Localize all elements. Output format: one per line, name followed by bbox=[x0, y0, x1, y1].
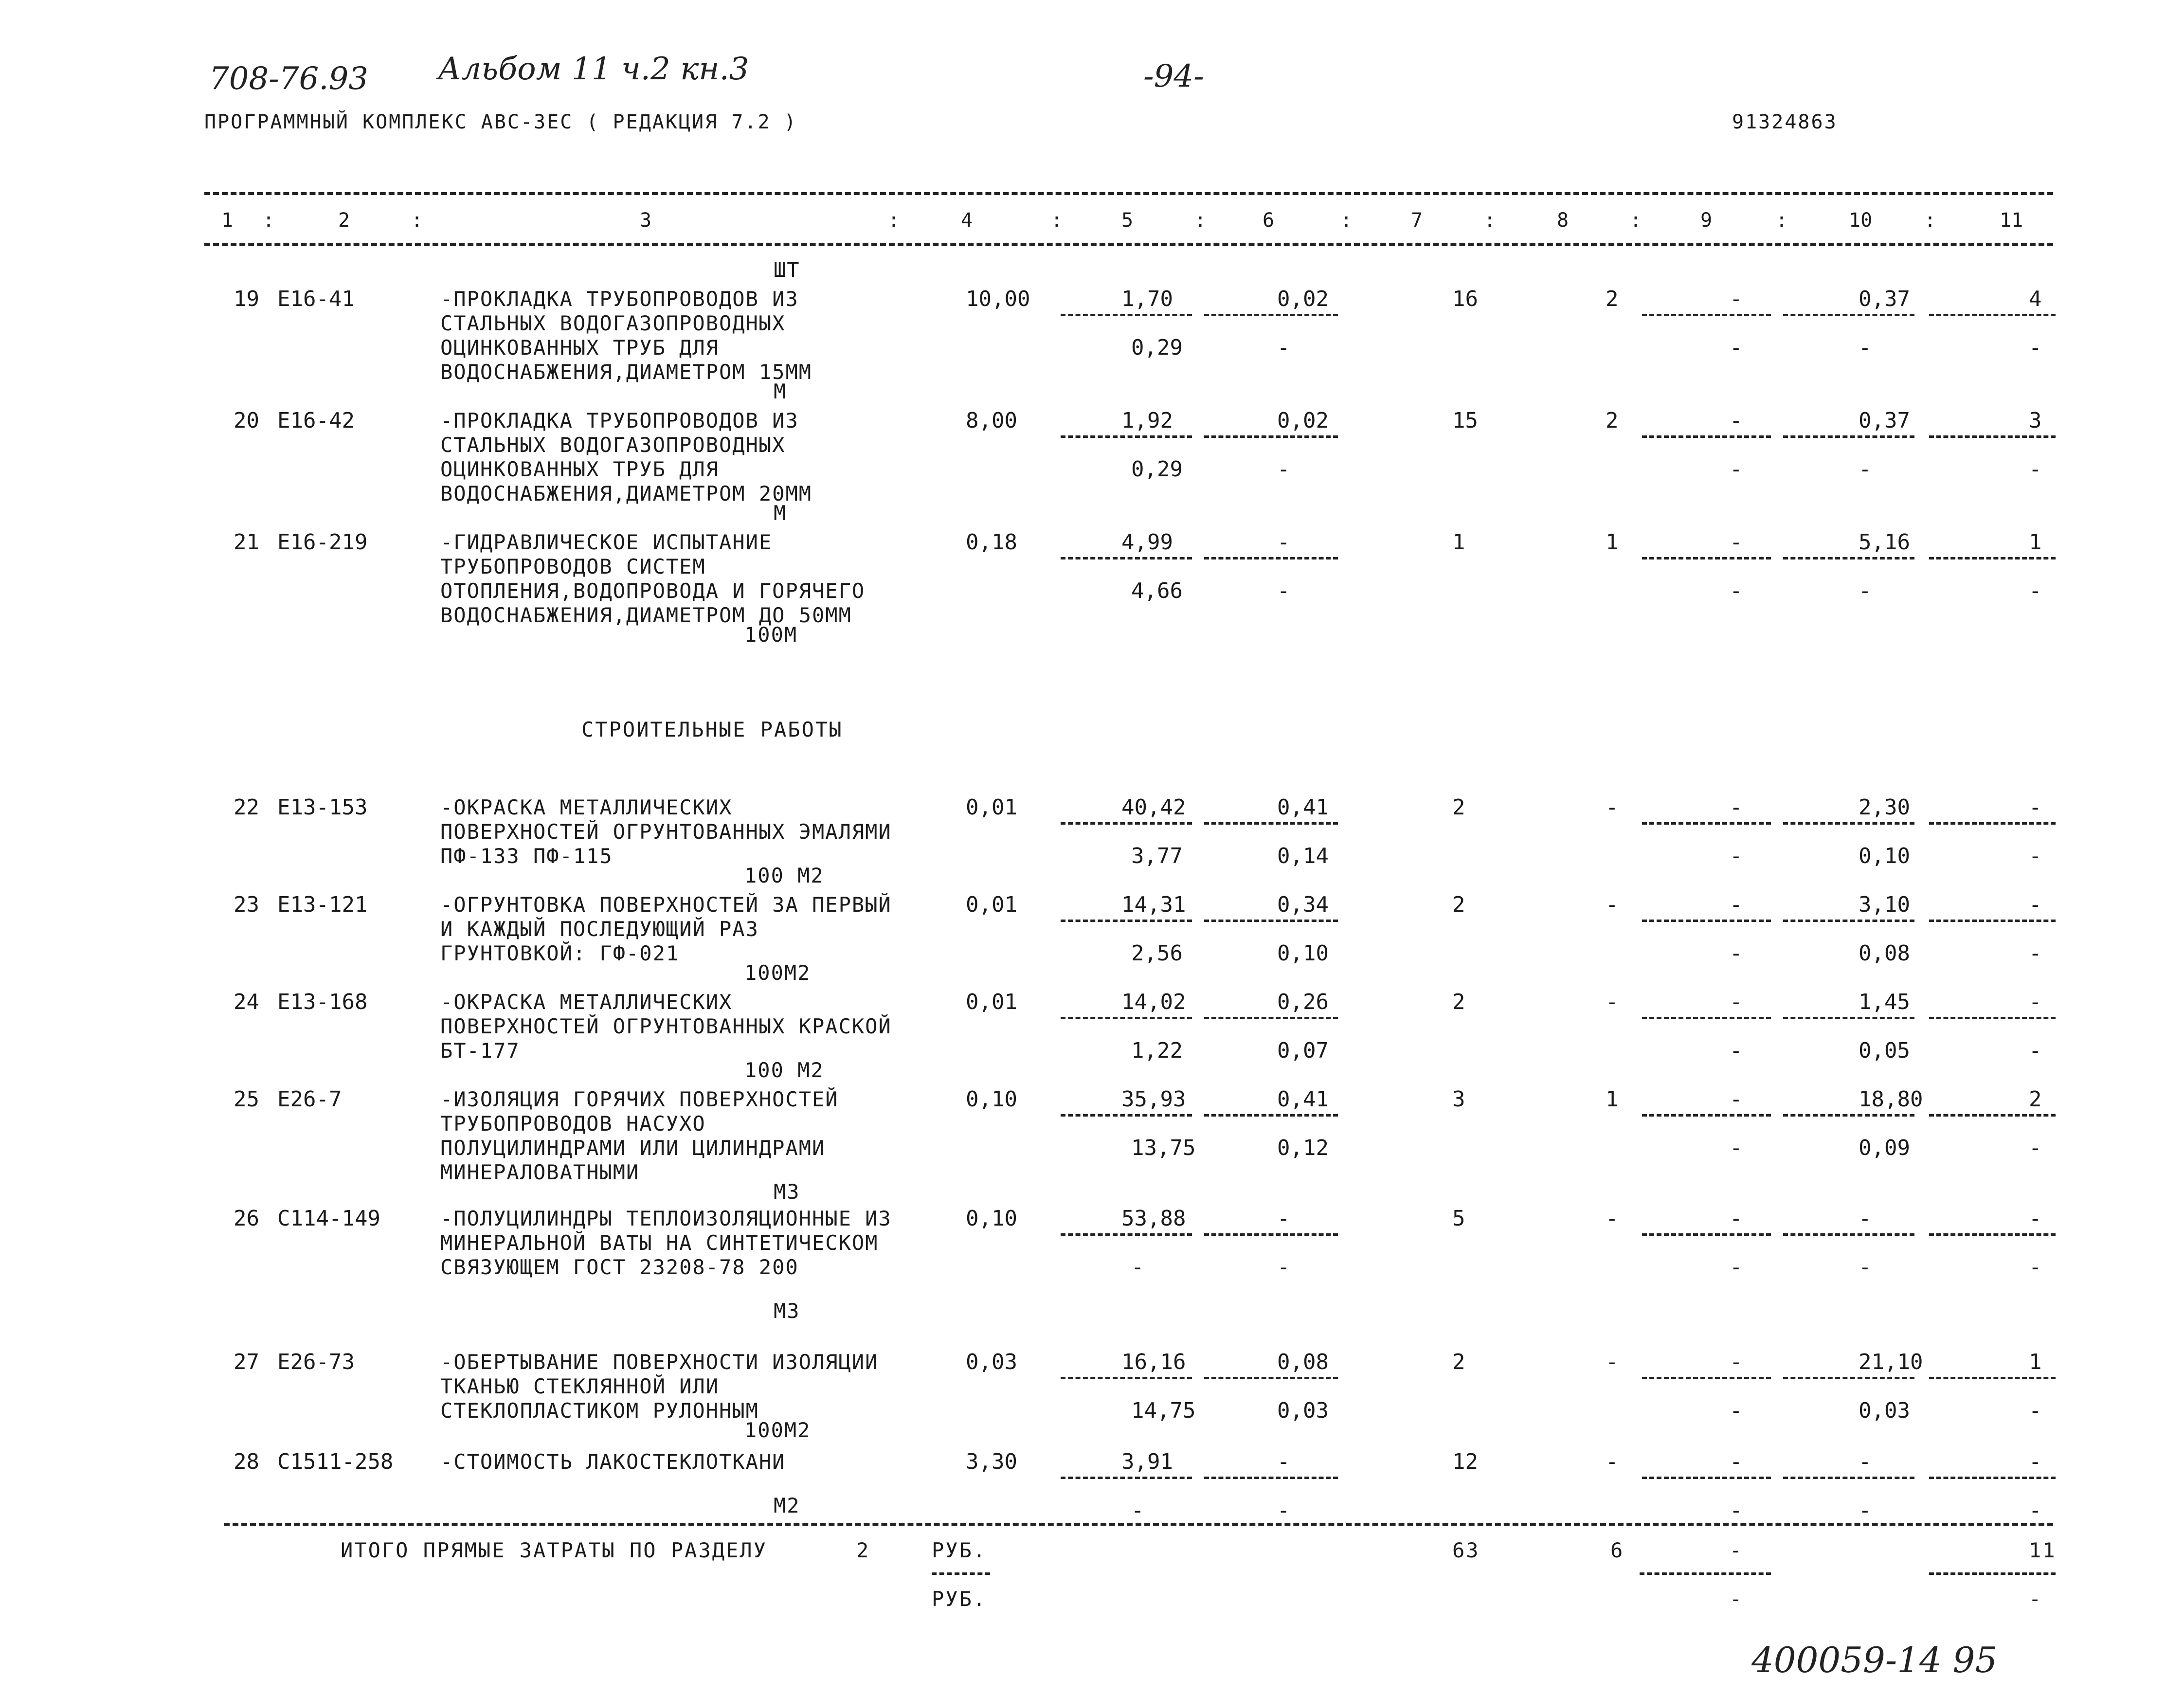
column-divider: : bbox=[888, 209, 900, 232]
cell-rule bbox=[1929, 920, 2056, 922]
row-quantity: 3,30 bbox=[966, 1449, 1017, 1474]
total-col11-lower: - bbox=[2029, 1587, 2043, 1611]
total-unit: РУБ. bbox=[932, 1538, 987, 1562]
col11-upper: - bbox=[2029, 892, 2042, 917]
col11-lower: - bbox=[2029, 1255, 2042, 1280]
col5-lower: 4,66 bbox=[1131, 578, 1183, 603]
col10-lower: - bbox=[1859, 335, 1872, 360]
column-header-1: 1 bbox=[221, 209, 234, 232]
col11-upper: 3 bbox=[2029, 408, 2042, 433]
column-header-10: 10 bbox=[1849, 209, 1873, 232]
col6-lower: 0,03 bbox=[1277, 1398, 1329, 1423]
col6-upper: 0,08 bbox=[1277, 1350, 1329, 1374]
col9-lower: - bbox=[1730, 1398, 1743, 1423]
col9-lower: - bbox=[1730, 457, 1743, 482]
cell-rule bbox=[1783, 557, 1914, 559]
col5-lower: - bbox=[1131, 1498, 1144, 1523]
column-header-3: 3 bbox=[640, 209, 652, 232]
cell-rule bbox=[1061, 435, 1192, 438]
col9-lower: - bbox=[1730, 578, 1743, 603]
col10-upper: - bbox=[1859, 1449, 1872, 1474]
col10-upper: 0,37 bbox=[1859, 287, 1910, 311]
col8: 2 bbox=[1606, 287, 1619, 311]
row-unit: М bbox=[774, 379, 787, 403]
col10-upper: 1,45 bbox=[1859, 990, 1910, 1014]
row-description: -СТОИМОСТЬ ЛАКОСТЕКЛОТКАНИ bbox=[440, 1450, 786, 1474]
section-title: СТРОИТЕЛЬНЫЕ РАБОТЫ bbox=[581, 718, 843, 741]
cell-rule bbox=[1204, 822, 1338, 825]
cell-rule bbox=[1929, 1477, 2056, 1479]
col6-lower: 0,07 bbox=[1277, 1038, 1329, 1063]
col5-upper: 16,16 bbox=[1121, 1350, 1186, 1374]
column-divider: : bbox=[1924, 209, 1936, 232]
column-divider: : bbox=[1194, 209, 1207, 232]
row-code: С1511-258 bbox=[277, 1449, 394, 1474]
col11-upper: 4 bbox=[2029, 287, 2042, 311]
row-description: -ПРОКЛАДКА ТРУБОПРОВОДОВ ИЗ СТАЛЬНЫХ ВОДОГАЗОПРОВОДНЫХ ОЦИНКОВАННЫХ ТРУБ ДЛЯ ВОДОСНАБЖЕНИЯ,ДИАМЕТРОМ 20ММ bbox=[440, 409, 812, 505]
cell-rule bbox=[1204, 1377, 1338, 1379]
cell-rule bbox=[1204, 1233, 1338, 1236]
cell-rule bbox=[1642, 1233, 1771, 1236]
row-code: Е26-7 bbox=[277, 1087, 342, 1112]
col11-lower: - bbox=[2029, 941, 2042, 966]
col8: 1 bbox=[1606, 1087, 1619, 1112]
col10-lower: 0,08 bbox=[1859, 941, 1910, 966]
row-description: -ОБЕРТЫВАНИЕ ПОВЕРХНОСТИ ИЗОЛЯЦИИ ТКАНЬЮ СТЕКЛЯННОЙ ИЛИ СТЕКЛОПЛАСТИКОМ РУЛОННЫМ bbox=[440, 1350, 879, 1423]
col6-upper: 0,41 bbox=[1277, 1087, 1329, 1112]
col6-upper: - bbox=[1277, 530, 1290, 555]
cell-rule bbox=[1783, 1114, 1914, 1117]
cell-rule bbox=[1783, 435, 1914, 438]
cell-rule bbox=[1204, 557, 1338, 559]
col6-lower: - bbox=[1277, 578, 1290, 603]
col9-lower: - bbox=[1730, 1038, 1743, 1063]
col10-upper: 21,10 bbox=[1859, 1350, 1923, 1374]
col10-lower: 0,09 bbox=[1859, 1136, 1910, 1160]
col10-lower: - bbox=[1859, 457, 1872, 482]
column-header-6: 6 bbox=[1263, 209, 1275, 232]
col7: 5 bbox=[1452, 1206, 1465, 1231]
column-divider: : bbox=[263, 209, 275, 232]
col9-upper: - bbox=[1730, 1449, 1743, 1474]
row-description: -ПРОКЛАДКА ТРУБОПРОВОДОВ ИЗ СТАЛЬНЫХ ВОДОГАЗОПРОВОДНЫХ ОЦИНКОВАННЫХ ТРУБ ДЛЯ ВОДОСНАБЖЕНИЯ,ДИАМЕТРОМ 15ММ bbox=[440, 287, 812, 384]
column-divider: : bbox=[1340, 209, 1353, 232]
col5-upper: 1,92 bbox=[1121, 408, 1173, 433]
cell-rule bbox=[1642, 920, 1771, 922]
col10-lower: 0,05 bbox=[1859, 1038, 1910, 1063]
col8: - bbox=[1606, 1206, 1619, 1231]
cell-rule bbox=[1929, 822, 2056, 825]
column-header-9: 9 bbox=[1700, 209, 1713, 232]
row-number: 21 bbox=[234, 530, 259, 555]
archive-stamp: 400059-14 95 bbox=[1751, 1640, 1998, 1680]
col6-upper: - bbox=[1277, 1206, 1290, 1231]
column-header-5: 5 bbox=[1121, 209, 1134, 232]
col6-upper: 0,41 bbox=[1277, 795, 1329, 820]
row-code: С114-149 bbox=[277, 1206, 380, 1231]
cell-rule bbox=[1929, 1233, 2056, 1236]
col9-upper: - bbox=[1730, 1206, 1743, 1231]
col6-lower: 0,14 bbox=[1277, 844, 1329, 868]
col11-upper: - bbox=[2029, 1206, 2042, 1231]
row-number: 25 bbox=[234, 1087, 259, 1112]
col10-lower: - bbox=[1859, 1255, 1872, 1280]
col9-upper: - bbox=[1730, 1087, 1743, 1112]
col6-lower: - bbox=[1277, 335, 1290, 360]
cell-rule bbox=[1204, 1114, 1338, 1117]
row-unit: 100 М2 bbox=[744, 864, 824, 887]
col6-upper: 0,26 bbox=[1277, 990, 1329, 1014]
col9-upper: - bbox=[1730, 530, 1743, 555]
row-description: -ИЗОЛЯЦИЯ ГОРЯЧИХ ПОВЕРХНОСТЕЙ ТРУБОПРОВОДОВ НАСУХО ПОЛУЦИЛИНДРАМИ ИЛИ ЦИЛИНДРАМИ МИНЕРАЛОВАТНЫМИ bbox=[440, 1087, 839, 1184]
col9-upper: - bbox=[1730, 892, 1743, 917]
cell-rule bbox=[1783, 1477, 1914, 1479]
cell-rule bbox=[1783, 1233, 1914, 1236]
col7: 3 bbox=[1452, 1087, 1465, 1112]
row-code: Е16-41 bbox=[277, 287, 355, 311]
col10-lower: 0,10 bbox=[1859, 844, 1910, 868]
row-number: 22 bbox=[234, 795, 259, 820]
cell-rule bbox=[1204, 1017, 1338, 1019]
col11-upper: - bbox=[2029, 990, 2042, 1014]
total-unit-2: РУБ. bbox=[932, 1587, 987, 1611]
cell-rule bbox=[1783, 1377, 1914, 1379]
col11-upper: - bbox=[2029, 795, 2042, 820]
cell-rule bbox=[1929, 1017, 2056, 1019]
col6-lower: - bbox=[1277, 457, 1290, 482]
row-quantity: 0,01 bbox=[966, 892, 1017, 917]
col7: 2 bbox=[1452, 990, 1465, 1014]
header-bottom-rule bbox=[204, 243, 2053, 246]
row-number: 27 bbox=[234, 1350, 259, 1374]
col6-lower: - bbox=[1277, 1498, 1290, 1523]
cell-rule bbox=[1642, 314, 1771, 316]
col11-lower: - bbox=[2029, 1038, 2042, 1063]
row-quantity: 0,18 bbox=[966, 530, 1017, 555]
col6-upper: 0,02 bbox=[1277, 408, 1329, 433]
total-col11-rule bbox=[1929, 1572, 2056, 1575]
col7: 1 bbox=[1452, 530, 1465, 555]
col9-lower: - bbox=[1730, 335, 1743, 360]
col10-upper: 5,16 bbox=[1859, 530, 1910, 555]
col9-upper: - bbox=[1730, 990, 1743, 1014]
row-unit: М bbox=[774, 501, 787, 525]
cell-rule bbox=[1929, 557, 2056, 559]
column-header-4: 4 bbox=[961, 209, 973, 232]
album-title: Альбом 11 ч.2 кн.3 bbox=[438, 51, 749, 87]
row-number: 19 bbox=[234, 287, 259, 311]
row-number: 26 bbox=[234, 1206, 259, 1231]
header-top-rule bbox=[204, 192, 2053, 195]
row-unit: М2 bbox=[774, 1494, 800, 1517]
col10-upper: 0,37 bbox=[1859, 408, 1910, 433]
col5-lower: 2,56 bbox=[1131, 941, 1183, 966]
row-code: Е16-42 bbox=[277, 408, 355, 433]
cell-rule bbox=[1642, 1017, 1771, 1019]
row-code: Е26-73 bbox=[277, 1350, 355, 1374]
col8: - bbox=[1606, 1350, 1619, 1374]
col7: 12 bbox=[1452, 1449, 1478, 1474]
col8: 1 bbox=[1606, 530, 1619, 555]
col9-lower: - bbox=[1730, 1255, 1743, 1280]
col7: 2 bbox=[1452, 1350, 1465, 1374]
col9-lower: - bbox=[1730, 1136, 1743, 1160]
doc-code: 708-76.93 bbox=[209, 61, 368, 97]
cell-rule bbox=[1642, 557, 1771, 559]
col5-upper: 4,99 bbox=[1121, 530, 1173, 555]
col5-upper: 53,88 bbox=[1121, 1206, 1186, 1231]
row-code: Е13-153 bbox=[277, 795, 368, 820]
row-unit: 100 М2 bbox=[744, 1058, 824, 1082]
col9-lower: - bbox=[1730, 1498, 1743, 1523]
row-code: Е13-121 bbox=[277, 892, 368, 917]
col5-upper: 1,70 bbox=[1121, 287, 1173, 311]
program-caption: ПРОГРАММНЫЙ КОМПЛЕКС АВС-ЗЕС ( РЕДАКЦИЯ 7.2 ) bbox=[204, 111, 797, 133]
cell-rule bbox=[1061, 822, 1192, 825]
cell-rule bbox=[1204, 1477, 1338, 1479]
cell-rule bbox=[1929, 1114, 2056, 1117]
cell-rule bbox=[1642, 1377, 1771, 1379]
cell-rule bbox=[1061, 1017, 1192, 1019]
column-header-8: 8 bbox=[1557, 209, 1569, 232]
cell-rule bbox=[1642, 822, 1771, 825]
cell-rule bbox=[1204, 920, 1338, 922]
total-col7: 63 bbox=[1452, 1538, 1480, 1562]
col11-lower: - bbox=[2029, 335, 2042, 360]
col9-upper: - bbox=[1730, 287, 1743, 311]
cell-rule bbox=[1783, 822, 1914, 825]
col5-lower: 1,22 bbox=[1131, 1038, 1183, 1063]
row-unit: 100М bbox=[744, 623, 798, 647]
document-code: 91324863 bbox=[1732, 111, 1838, 133]
col9-upper: - bbox=[1730, 795, 1743, 820]
col9-lower: - bbox=[1730, 941, 1743, 966]
cell-rule bbox=[1061, 1377, 1192, 1379]
column-divider: : bbox=[411, 209, 423, 232]
col6-upper: 0,02 bbox=[1277, 287, 1329, 311]
row-unit-above: ШТ bbox=[774, 258, 800, 282]
col11-upper: 1 bbox=[2029, 530, 2042, 555]
cell-rule bbox=[1204, 314, 1338, 316]
col10-lower: - bbox=[1859, 1498, 1872, 1523]
cell-rule bbox=[1061, 1114, 1192, 1117]
column-divider: : bbox=[1776, 209, 1788, 232]
cell-rule bbox=[1929, 314, 2056, 316]
column-divider: : bbox=[1630, 209, 1642, 232]
col5-upper: 35,93 bbox=[1121, 1087, 1186, 1112]
col5-lower: 0,29 bbox=[1131, 457, 1183, 482]
col9-lower: - bbox=[1730, 844, 1743, 868]
cell-rule bbox=[1061, 1233, 1192, 1236]
col5-upper: 14,02 bbox=[1121, 990, 1186, 1014]
col9-upper: - bbox=[1730, 1350, 1743, 1374]
row-number: 20 bbox=[234, 408, 259, 433]
totals-rule bbox=[224, 1523, 2053, 1526]
cell-rule bbox=[1061, 314, 1192, 316]
page-number: -94- bbox=[1143, 58, 1204, 94]
row-description: -ГИДРАВЛИЧЕСКОЕ ИСПЫТАНИЕ ТРУБОПРОВОДОВ СИСТЕМ ОТОПЛЕНИЯ,ВОДОПРОВОДА И ГОРЯЧЕГО ВОДОСНАБЖЕНИЯ,ДИАМЕТРОМ ДО 50ММ bbox=[440, 530, 866, 627]
col11-lower: - bbox=[2029, 457, 2042, 482]
total-col9-lower: - bbox=[1730, 1587, 1744, 1611]
col6-lower: 0,12 bbox=[1277, 1136, 1329, 1160]
col11-lower: - bbox=[2029, 578, 2042, 603]
column-header-7: 7 bbox=[1411, 209, 1423, 232]
col11-upper: 1 bbox=[2029, 1350, 2042, 1374]
col10-lower: 0,03 bbox=[1859, 1398, 1910, 1423]
cell-rule bbox=[1783, 314, 1914, 316]
col10-lower: - bbox=[1859, 578, 1872, 603]
col6-lower: - bbox=[1277, 1255, 1290, 1280]
row-description: -ОКРАСКА МЕТАЛЛИЧЕСКИХ ПОВЕРХНОСТЕЙ ОГРУНТОВАННЫХ ЭМАЛЯМИ ПФ-133 ПФ-115 bbox=[440, 795, 892, 868]
cell-rule bbox=[1204, 435, 1338, 438]
col6-lower: 0,10 bbox=[1277, 941, 1329, 966]
row-unit: 100М2 bbox=[744, 1418, 811, 1442]
col11-upper: 2 bbox=[2029, 1087, 2042, 1112]
col11-lower: - bbox=[2029, 1498, 2042, 1523]
col11-lower: - bbox=[2029, 1136, 2042, 1160]
row-number: 24 bbox=[234, 990, 259, 1014]
row-description: -ОГРУНТОВКА ПОВЕРХНОСТЕЙ ЗА ПЕРВЫЙ И КАЖДЫЙ ПОСЛЕДУЮЩИЙ РАЗ ГРУНТОВКОЙ: ГФ-021 bbox=[440, 893, 892, 965]
row-description: -ОКРАСКА МЕТАЛЛИЧЕСКИХ ПОВЕРХНОСТЕЙ ОГРУНТОВАННЫХ КРАСКОЙ БТ-177 bbox=[440, 990, 892, 1063]
col8: 2 bbox=[1606, 408, 1619, 433]
row-code: Е13-168 bbox=[277, 990, 368, 1014]
col11-lower: - bbox=[2029, 844, 2042, 868]
col5-lower: 14,75 bbox=[1131, 1398, 1196, 1423]
row-quantity: 0,10 bbox=[966, 1206, 1017, 1231]
cell-rule bbox=[1642, 1114, 1771, 1117]
cell-rule bbox=[1642, 1477, 1771, 1479]
cell-rule bbox=[1642, 435, 1771, 438]
col7: 2 bbox=[1452, 892, 1465, 917]
col7: 15 bbox=[1452, 408, 1478, 433]
cell-rule bbox=[1929, 1377, 2056, 1379]
row-quantity: 10,00 bbox=[966, 287, 1030, 311]
row-description: -ПОЛУЦИЛИНДРЫ ТЕПЛОИЗОЛЯЦИОННЫЕ ИЗ МИНЕРАЛЬНОЙ ВАТЫ НА СИНТЕТИЧЕСКОМ СВЯЗУЮЩЕМ ГОСТ 23208-78 200 bbox=[440, 1207, 892, 1279]
column-header-11: 11 bbox=[2000, 209, 2023, 232]
col10-upper: 3,10 bbox=[1859, 892, 1910, 917]
col8: - bbox=[1606, 795, 1619, 820]
row-unit: 100М2 bbox=[744, 961, 811, 985]
cell-rule bbox=[1061, 1477, 1192, 1479]
col10-upper: 2,30 bbox=[1859, 795, 1910, 820]
cell-rule bbox=[1929, 435, 2056, 438]
total-unit-rule bbox=[932, 1572, 990, 1575]
row-number: 23 bbox=[234, 892, 259, 917]
col6-upper: 0,34 bbox=[1277, 892, 1329, 917]
row-quantity: 0,10 bbox=[966, 1087, 1017, 1112]
col8: - bbox=[1606, 892, 1619, 917]
total-col8: 6 bbox=[1610, 1538, 1624, 1562]
col5-upper: 3,91 bbox=[1121, 1449, 1173, 1474]
row-quantity: 0,01 bbox=[966, 795, 1017, 820]
col5-lower: 0,29 bbox=[1131, 335, 1183, 360]
total-col11: 11 bbox=[2029, 1538, 2057, 1562]
col6-upper: - bbox=[1277, 1449, 1290, 1474]
column-divider: : bbox=[1051, 209, 1063, 232]
col7: 16 bbox=[1452, 287, 1478, 311]
cell-rule bbox=[1061, 557, 1192, 559]
column-header-2: 2 bbox=[338, 209, 350, 232]
cell-rule bbox=[1061, 920, 1192, 922]
cell-rule bbox=[1783, 920, 1914, 922]
col9-upper: - bbox=[1730, 408, 1743, 433]
col10-upper: 18,80 bbox=[1859, 1087, 1923, 1112]
col10-upper: - bbox=[1859, 1206, 1872, 1231]
col7: 2 bbox=[1452, 795, 1465, 820]
row-quantity: 8,00 bbox=[966, 408, 1017, 433]
total-col9: - bbox=[1730, 1538, 1744, 1562]
column-divider: : bbox=[1484, 209, 1496, 232]
col8: - bbox=[1606, 990, 1619, 1014]
col5-lower: 3,77 bbox=[1131, 844, 1183, 868]
col11-lower: - bbox=[2029, 1398, 2042, 1423]
row-unit: М3 bbox=[774, 1299, 800, 1323]
total-label: ИТОГО ПРЯМЫЕ ЗАТРАТЫ ПО РАЗДЕЛУ bbox=[341, 1538, 767, 1562]
col8: - bbox=[1606, 1449, 1619, 1474]
col5-lower: 13,75 bbox=[1131, 1136, 1196, 1160]
row-quantity: 0,03 bbox=[966, 1350, 1017, 1374]
col5-lower: - bbox=[1131, 1255, 1144, 1280]
row-number: 28 bbox=[234, 1449, 259, 1474]
col5-upper: 40,42 bbox=[1121, 795, 1186, 820]
row-unit: М3 bbox=[774, 1180, 800, 1204]
cell-rule bbox=[1783, 1017, 1914, 1019]
col11-upper: - bbox=[2029, 1449, 2042, 1474]
row-code: Е16-219 bbox=[277, 530, 368, 555]
total-col9-rule bbox=[1640, 1572, 1771, 1575]
row-quantity: 0,01 bbox=[966, 990, 1017, 1014]
total-section: 2 bbox=[856, 1538, 870, 1562]
col5-upper: 14,31 bbox=[1121, 892, 1186, 917]
